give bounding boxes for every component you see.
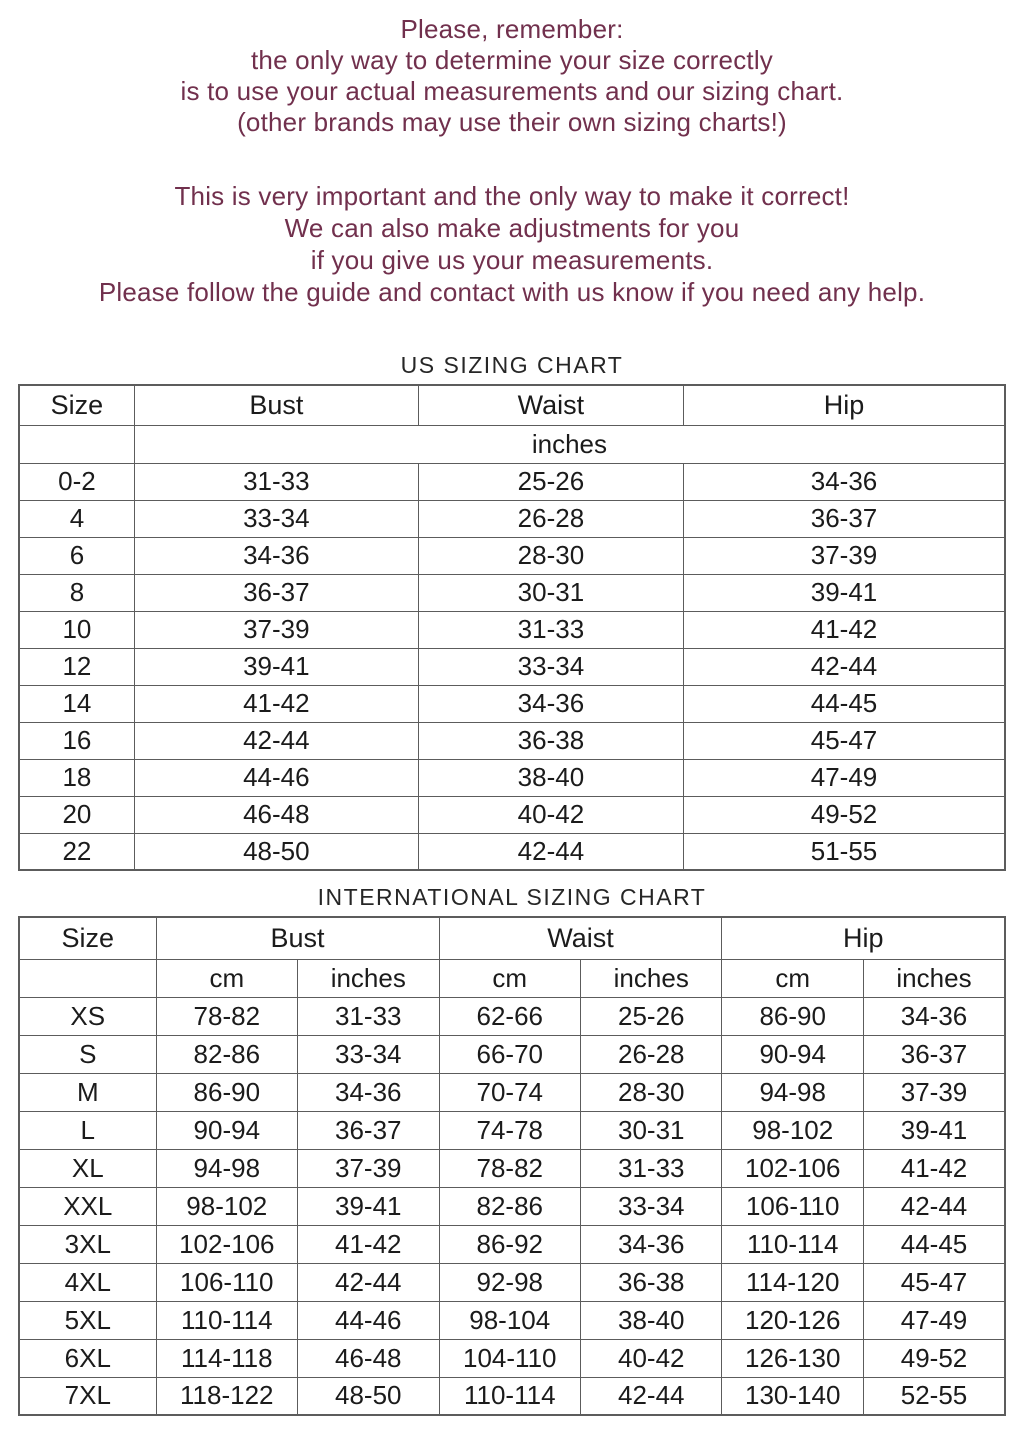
empty-cell: [19, 959, 156, 997]
measurement-cell: 39-41: [684, 574, 1005, 611]
measurement-cell: 40-42: [581, 1339, 722, 1377]
intro-line: if you give us your measurements.: [310, 245, 714, 275]
table-row: [19, 1111, 1005, 1149]
column-header-hip: Hip: [722, 917, 1005, 959]
size-cell: 8: [19, 574, 134, 611]
column-header-hip: Hip: [684, 385, 1005, 425]
table-row: [19, 1187, 1005, 1225]
measurement-cell: 120-126: [722, 1301, 863, 1339]
measurement-cell: 86-92: [439, 1225, 580, 1263]
international-sizing-table: [18, 916, 1006, 1416]
measurement-cell: 25-26: [581, 997, 722, 1035]
table-row: [19, 537, 1005, 574]
size-cell: 3XL: [19, 1225, 156, 1263]
measurement-cell: 36-38: [581, 1263, 722, 1301]
size-cell: 6XL: [19, 1339, 156, 1377]
measurement-cell: 110-114: [156, 1301, 297, 1339]
measurement-cell: 82-86: [439, 1187, 580, 1225]
measurement-cell: 42-44: [581, 1377, 722, 1415]
measurement-cell: 90-94: [722, 1035, 863, 1073]
column-header-waist: Waist: [418, 385, 683, 425]
measurement-cell: 39-41: [863, 1111, 1005, 1149]
international-chart-title: INTERNATIONAL SIZING CHART: [317, 884, 707, 910]
size-cell: 20: [19, 796, 134, 833]
measurement-cell: 42-44: [134, 722, 418, 759]
intro-paragraph-1: [18, 14, 1006, 138]
measurement-cell: 37-39: [684, 537, 1005, 574]
measurement-cell: 34-36: [863, 997, 1005, 1035]
table-unit-row: [19, 959, 1005, 997]
measurement-cell: 98-104: [439, 1301, 580, 1339]
table-row: [19, 500, 1005, 537]
unit-label-cell: inches: [581, 959, 722, 997]
size-cell: 6: [19, 537, 134, 574]
table-row: [19, 1073, 1005, 1111]
measurement-cell: 39-41: [134, 648, 418, 685]
measurement-cell: 37-39: [298, 1149, 439, 1187]
measurement-cell: 114-118: [156, 1339, 297, 1377]
measurement-cell: 33-34: [134, 500, 418, 537]
measurement-cell: 48-50: [298, 1377, 439, 1415]
measurement-cell: 41-42: [298, 1225, 439, 1263]
intro-line: (other brands may use their own sizing charts!): [237, 107, 787, 137]
unit-label-cell: cm: [722, 959, 863, 997]
column-header-bust: Bust: [156, 917, 439, 959]
measurement-cell: 126-130: [722, 1339, 863, 1377]
measurement-cell: 78-82: [439, 1149, 580, 1187]
size-cell: XS: [19, 997, 156, 1035]
measurement-cell: 37-39: [863, 1073, 1005, 1111]
measurement-cell: 33-34: [298, 1035, 439, 1073]
measurement-cell: 66-70: [439, 1035, 580, 1073]
column-header-size: Size: [19, 917, 156, 959]
measurement-cell: 34-36: [684, 463, 1005, 500]
measurement-cell: 86-90: [156, 1073, 297, 1111]
measurement-cell: 86-90: [722, 997, 863, 1035]
empty-cell: [19, 425, 134, 463]
measurement-cell: 47-49: [863, 1301, 1005, 1339]
measurement-cell: 52-55: [863, 1377, 1005, 1415]
measurement-cell: 34-36: [298, 1073, 439, 1111]
measurement-cell: 37-39: [134, 611, 418, 648]
measurement-cell: 46-48: [134, 796, 418, 833]
measurement-cell: 38-40: [581, 1301, 722, 1339]
measurement-cell: 110-114: [722, 1225, 863, 1263]
intro-text: [18, 14, 1006, 308]
measurement-cell: 78-82: [156, 997, 297, 1035]
measurement-cell: 36-37: [134, 574, 418, 611]
unit-label-cell: cm: [156, 959, 297, 997]
table-row: [19, 796, 1005, 833]
measurement-cell: 46-48: [298, 1339, 439, 1377]
measurement-cell: 94-98: [722, 1073, 863, 1111]
measurement-cell: 42-44: [684, 648, 1005, 685]
measurement-cell: 42-44: [298, 1263, 439, 1301]
measurement-cell: 30-31: [581, 1111, 722, 1149]
measurement-cell: 51-55: [684, 833, 1005, 870]
measurement-cell: 98-102: [722, 1111, 863, 1149]
table-unit-row: [19, 425, 1005, 463]
table-row: [19, 648, 1005, 685]
table-row: [19, 685, 1005, 722]
table-row: [19, 722, 1005, 759]
measurement-cell: 82-86: [156, 1035, 297, 1073]
table-row: [19, 759, 1005, 796]
size-cell: 5XL: [19, 1301, 156, 1339]
measurement-cell: 36-38: [418, 722, 683, 759]
measurement-cell: 30-31: [418, 574, 683, 611]
table-row: [19, 1377, 1005, 1415]
measurement-cell: 45-47: [863, 1263, 1005, 1301]
measurement-cell: 44-46: [134, 759, 418, 796]
size-cell: L: [19, 1111, 156, 1149]
measurement-cell: 28-30: [581, 1073, 722, 1111]
size-cell: 18: [19, 759, 134, 796]
size-cell: 0-2: [19, 463, 134, 500]
intro-line: the only way to determine your size correctly: [251, 45, 773, 75]
intro-line: Please follow the guide and contact with us know if you need any help.: [98, 277, 926, 307]
unit-label-cell: cm: [439, 959, 580, 997]
measurement-cell: 104-110: [439, 1339, 580, 1377]
measurement-cell: 44-45: [863, 1225, 1005, 1263]
measurement-cell: 26-28: [418, 500, 683, 537]
size-cell: 4: [19, 500, 134, 537]
table-row: [19, 833, 1005, 870]
measurement-cell: 34-36: [418, 685, 683, 722]
measurement-cell: 41-42: [863, 1149, 1005, 1187]
size-cell: XXL: [19, 1187, 156, 1225]
measurement-cell: 48-50: [134, 833, 418, 870]
measurement-cell: 106-110: [156, 1263, 297, 1301]
table-row: [19, 611, 1005, 648]
measurement-cell: 47-49: [684, 759, 1005, 796]
measurement-cell: 62-66: [439, 997, 580, 1035]
measurement-cell: 34-36: [581, 1225, 722, 1263]
measurement-cell: 110-114: [439, 1377, 580, 1415]
intro-line: Please, remember:: [400, 14, 624, 44]
size-cell: XL: [19, 1149, 156, 1187]
unit-label-cell: inches: [134, 425, 1005, 463]
intro-line: is to use your actual measurements and our sizing chart.: [180, 76, 844, 106]
measurement-cell: 90-94: [156, 1111, 297, 1149]
measurement-cell: 49-52: [684, 796, 1005, 833]
size-cell: 22: [19, 833, 134, 870]
table-row: [19, 1149, 1005, 1187]
measurement-cell: 114-120: [722, 1263, 863, 1301]
table-row: [19, 1225, 1005, 1263]
table-row: [19, 1035, 1005, 1073]
unit-label-cell: inches: [863, 959, 1005, 997]
size-cell: 16: [19, 722, 134, 759]
measurement-cell: 102-106: [156, 1225, 297, 1263]
measurement-cell: 34-36: [134, 537, 418, 574]
measurement-cell: 33-34: [418, 648, 683, 685]
size-cell: 4XL: [19, 1263, 156, 1301]
measurement-cell: 31-33: [298, 997, 439, 1035]
measurement-cell: 70-74: [439, 1073, 580, 1111]
measurement-cell: 98-102: [156, 1187, 297, 1225]
size-cell: 10: [19, 611, 134, 648]
size-cell: 7XL: [19, 1377, 156, 1415]
table-header-row: [19, 385, 1005, 425]
measurement-cell: 130-140: [722, 1377, 863, 1415]
column-header-waist: Waist: [439, 917, 722, 959]
measurement-cell: 28-30: [418, 537, 683, 574]
measurement-cell: 45-47: [684, 722, 1005, 759]
measurement-cell: 92-98: [439, 1263, 580, 1301]
intro-line: This is very important and the only way to make it correct!: [174, 181, 850, 211]
table-row: [19, 574, 1005, 611]
table-row: [19, 1263, 1005, 1301]
size-cell: 12: [19, 648, 134, 685]
measurement-cell: 42-44: [863, 1187, 1005, 1225]
measurement-cell: 44-46: [298, 1301, 439, 1339]
size-cell: M: [19, 1073, 156, 1111]
column-header-size: Size: [19, 385, 134, 425]
us-sizing-table: [18, 384, 1006, 871]
measurement-cell: 31-33: [134, 463, 418, 500]
measurement-cell: 41-42: [684, 611, 1005, 648]
measurement-cell: 40-42: [418, 796, 683, 833]
measurement-cell: 118-122: [156, 1377, 297, 1415]
column-header-bust: Bust: [134, 385, 418, 425]
measurement-cell: 74-78: [439, 1111, 580, 1149]
unit-label-cell: inches: [298, 959, 439, 997]
measurement-cell: 31-33: [418, 611, 683, 648]
measurement-cell: 38-40: [418, 759, 683, 796]
size-cell: S: [19, 1035, 156, 1073]
measurement-cell: 94-98: [156, 1149, 297, 1187]
measurement-cell: 36-37: [684, 500, 1005, 537]
measurement-cell: 102-106: [722, 1149, 863, 1187]
intro-line: We can also make adjustments for you: [284, 213, 740, 243]
measurement-cell: 41-42: [134, 685, 418, 722]
table-row: [19, 1301, 1005, 1339]
us-chart-title: US SIZING CHART: [400, 352, 624, 378]
measurement-cell: 33-34: [581, 1187, 722, 1225]
table-row: [19, 1339, 1005, 1377]
table-row: [19, 463, 1005, 500]
table-row: [19, 997, 1005, 1035]
measurement-cell: 49-52: [863, 1339, 1005, 1377]
intro-paragraph-2: [18, 180, 1006, 308]
measurement-cell: 26-28: [581, 1035, 722, 1073]
measurement-cell: 39-41: [298, 1187, 439, 1225]
measurement-cell: 36-37: [863, 1035, 1005, 1073]
measurement-cell: 25-26: [418, 463, 683, 500]
measurement-cell: 42-44: [418, 833, 683, 870]
measurement-cell: 106-110: [722, 1187, 863, 1225]
size-cell: 14: [19, 685, 134, 722]
measurement-cell: 44-45: [684, 685, 1005, 722]
table-header-row: [19, 917, 1005, 959]
measurement-cell: 31-33: [581, 1149, 722, 1187]
measurement-cell: 36-37: [298, 1111, 439, 1149]
